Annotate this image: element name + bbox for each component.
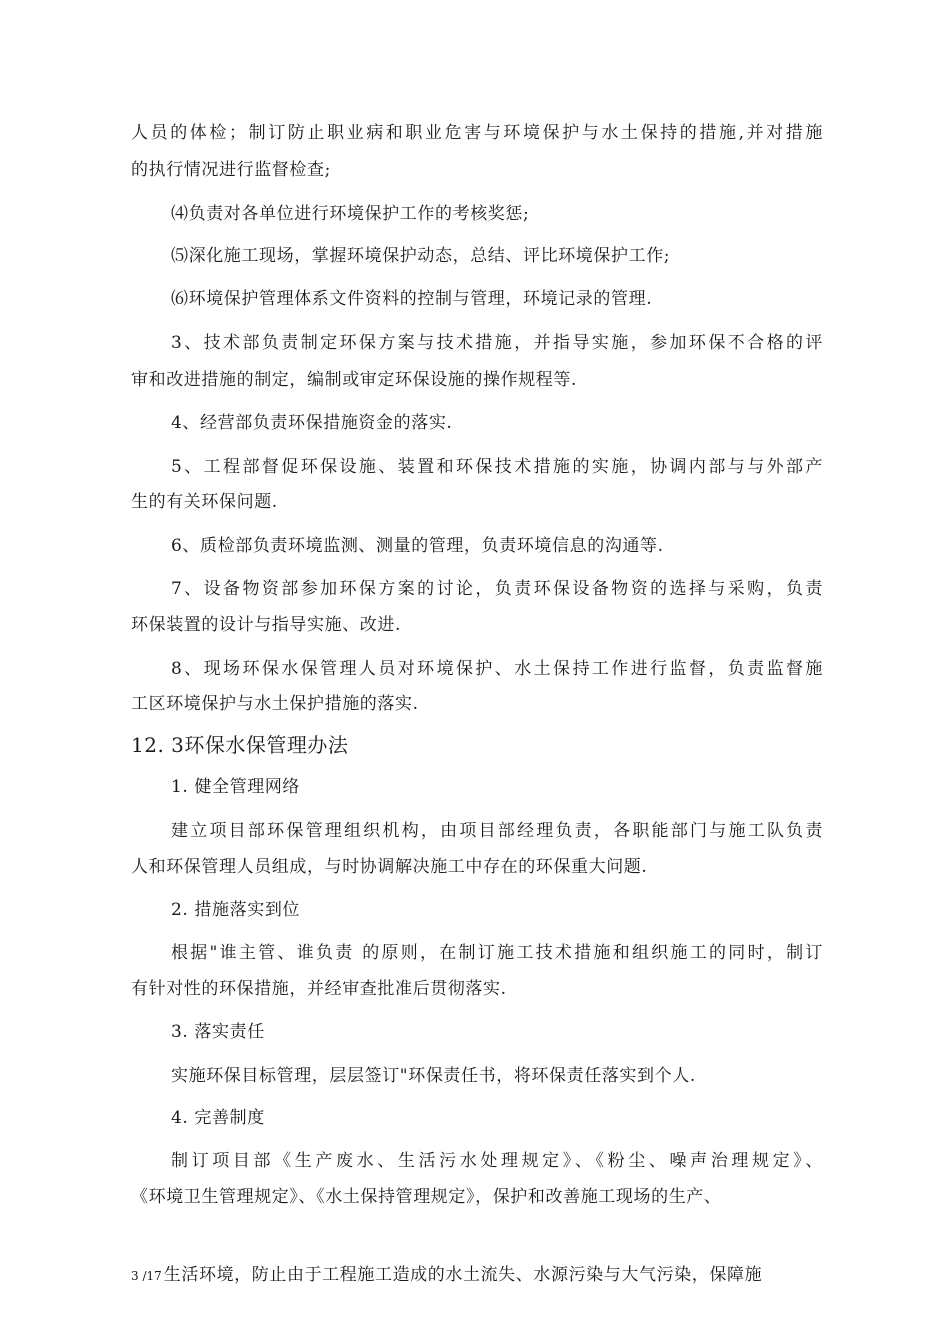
subsection-heading: 2. 措施落实到位 [171,900,301,920]
paragraph-line: 建立项目部环保管理组织机构，由项目部经理负责，各职能部门与施工队负责 [171,821,823,841]
paragraph-line: 根据"谁主管、谁负责 的原则，在制订施工技术措施和组织施工的同时，制订 [171,943,823,963]
paragraph-line: 6、质检部负责环境监测、测量的管理，负责环境信息的沟通等. [171,536,664,556]
subsection-heading: 3. 落实责任 [171,1022,265,1042]
list-item: ⑷负责对各单位进行环境保护工作的考核奖惩; [171,204,530,224]
paragraph-line: 3、技术部负责制定环保方案与技术措施，并指导实施，参加环保不合格的评 [171,333,823,353]
list-item: ⑸深化施工现场，掌握环境保护动态，总结、评比环境保护工作; [171,246,671,266]
subsection-heading: 4. 完善制度 [171,1108,265,1128]
paragraph-line: 生的有关环保问题. [131,492,278,512]
section-heading: 12. 3环保水保管理办法 [131,733,349,757]
paragraph-line: 有针对性的环保措施，并经审查批准后贯彻落实. [131,979,507,999]
page-footer [131,1264,762,1287]
paragraph-line: 7、设备物资部参加环保方案的讨论，负责环保设备物资的选择与采购，负责 [171,579,823,599]
paragraph-line: 工区环境保护与水土保护措施的落实. [131,694,419,714]
list-item: ⑹环境保护管理体系文件资料的控制与管理，环境记录的管理. [171,289,653,309]
footer-text: 生活环境，防止由于工程施工造成的水土流失、水源污染与大气污染，保障施 [163,1265,763,1285]
page-number: 3 /17 [131,1269,162,1283]
paragraph-line: 实施环保目标管理，层层签订"环保责任书，将环保责任落实到个人. [171,1066,696,1086]
paragraph-line: 制订项目部《生产废水、生活污水处理规定》、《粉尘、噪声治理规定》、 [171,1151,823,1171]
paragraph-line: 《环境卫生管理规定》、《水土保持管理规定》，保护和改善施工现场的生产、 [131,1187,722,1207]
paragraph-line: 人和环保管理人员组成，与时协调解决施工中存在的环保重大问题. [131,857,648,877]
paragraph-line: 的执行情况进行监督检查; [131,160,331,180]
paragraph-line: 5、工程部督促环保设施、装置和环保技术措施的实施，协调内部与与外部产 [171,457,823,477]
paragraph-line: 审和改进措施的制定，编制或审定环保设施的操作规程等. [131,370,578,390]
paragraph-line: 8、现场环保水保管理人员对环境保护、水土保持工作进行监督，负责监督施 [171,659,823,679]
paragraph-line: 4、经营部负责环保措施资金的落实. [171,413,453,433]
paragraph-line: 人员的体检；制订防止职业病和职业危害与环境保护与水土保持的措施,并对措施 [131,123,823,143]
paragraph-line: 环保装置的设计与指导实施、改进. [131,615,402,635]
subsection-heading: 1. 健全管理网络 [171,777,301,797]
